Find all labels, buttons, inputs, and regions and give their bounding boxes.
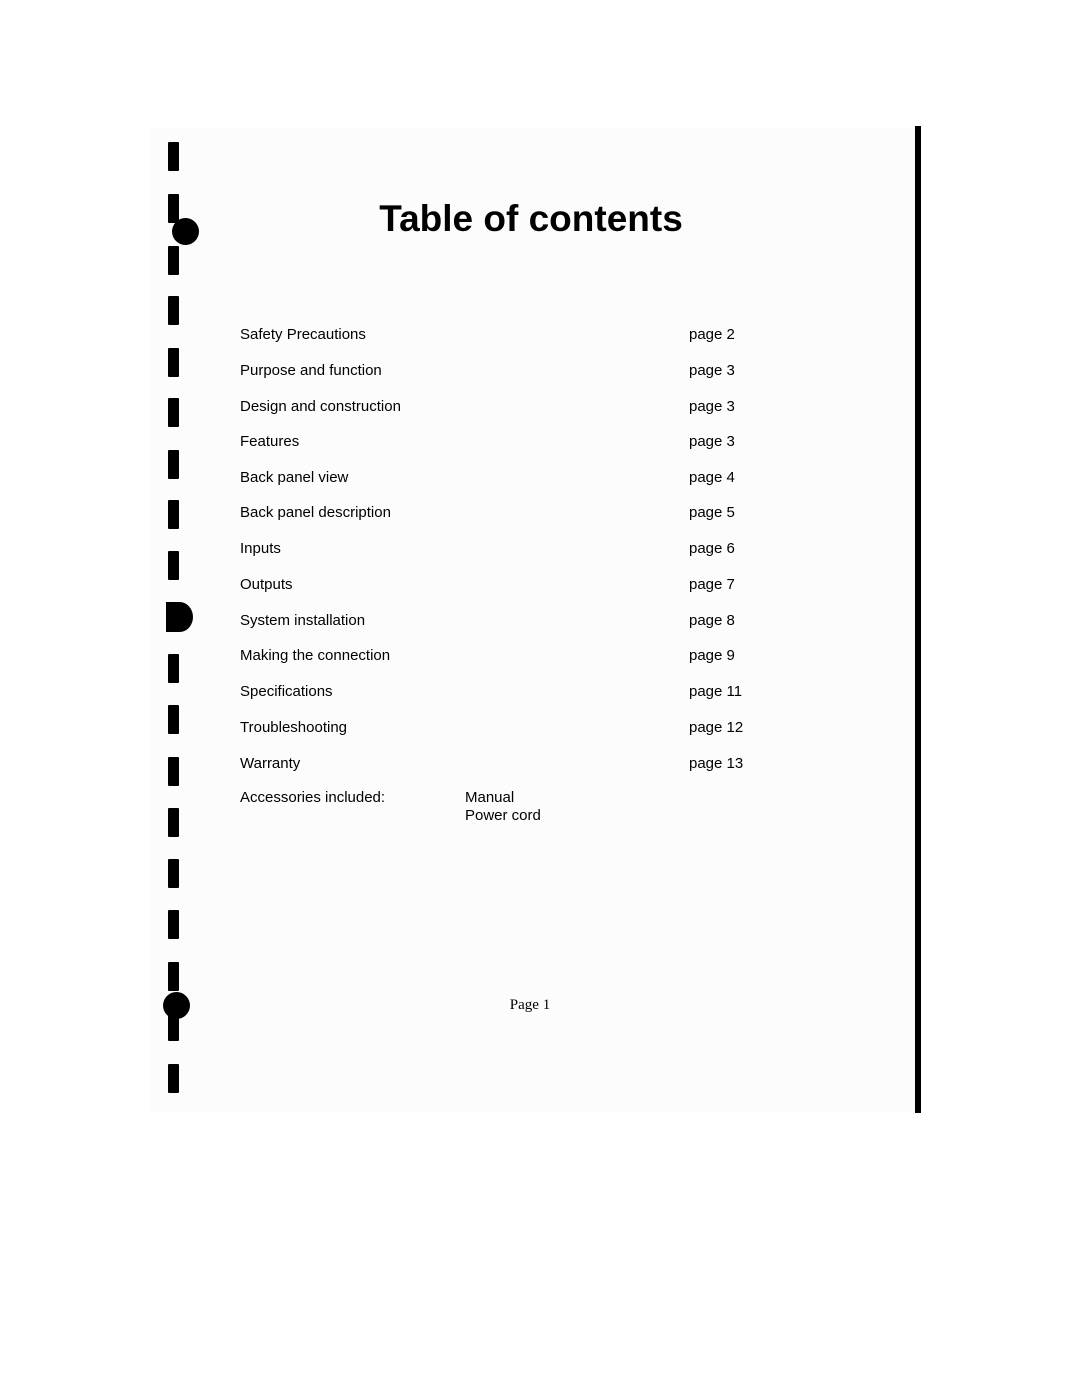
toc-entry xyxy=(240,574,760,596)
binding-hole xyxy=(168,348,179,377)
toc-entry xyxy=(240,538,760,560)
binding-ring xyxy=(166,602,193,632)
toc-entry-page: page 4 xyxy=(689,469,735,486)
toc-entry-label: Inputs xyxy=(240,540,281,557)
page-edge-rule xyxy=(915,126,921,1113)
binding-hole xyxy=(168,808,179,837)
toc-entry-page: page 6 xyxy=(689,540,735,557)
toc-entry xyxy=(240,324,760,346)
toc-entry xyxy=(240,681,760,703)
page-number: Page 1 xyxy=(509,997,551,1013)
binding-hole xyxy=(168,910,179,939)
toc-entry xyxy=(240,717,760,739)
toc-entry-label: Back panel description xyxy=(240,504,391,521)
toc-entry xyxy=(240,610,760,632)
binding-hole xyxy=(168,450,179,479)
toc-entry-label: Outputs xyxy=(240,576,293,593)
binding-hole xyxy=(168,296,179,325)
toc-entry xyxy=(240,645,760,667)
binding-hole xyxy=(168,962,179,991)
toc-entry-page: page 7 xyxy=(689,576,735,593)
toc-entry-label: Specifications xyxy=(240,683,333,700)
toc-entry-page: page 8 xyxy=(689,612,735,629)
binding-holes xyxy=(0,0,230,1397)
toc-entry-page: page 2 xyxy=(689,326,735,343)
toc-entry-page: page 12 xyxy=(689,719,744,736)
toc-entry-page: page 5 xyxy=(689,504,735,521)
toc-entry-page: page 3 xyxy=(689,398,735,415)
toc-entry-label: Warranty xyxy=(240,755,301,772)
binding-hole xyxy=(168,246,179,275)
binding-hole xyxy=(168,551,179,580)
accessory-item: Manual xyxy=(465,789,515,806)
toc-entry-page: page 13 xyxy=(689,755,744,772)
binding-hole xyxy=(168,1064,179,1093)
page-title: Table of contents xyxy=(379,198,683,239)
toc-entry-label: Troubleshooting xyxy=(240,719,348,736)
toc-entry-page: page 3 xyxy=(689,362,735,379)
toc-entry xyxy=(240,502,760,524)
binding-hole xyxy=(168,705,179,734)
binding-hole xyxy=(168,859,179,888)
toc-entry xyxy=(240,360,760,382)
binding-hole xyxy=(168,654,179,683)
toc-entry-page: page 9 xyxy=(689,647,735,664)
accessories-label: Accessories included: xyxy=(240,789,386,806)
toc-entry-label: Purpose and function xyxy=(240,362,382,379)
toc-entry xyxy=(240,467,760,489)
toc-entry xyxy=(240,431,760,453)
toc-entry-label: Safety Precautions xyxy=(240,326,366,343)
toc-entry-page: page 3 xyxy=(689,433,735,450)
toc-entry-label: Making the connection xyxy=(240,647,391,664)
binding-hole xyxy=(168,500,179,529)
binding-hole xyxy=(168,142,179,171)
toc-entry-page: page 11 xyxy=(689,683,743,700)
toc-entry-label: System installation xyxy=(240,612,366,629)
binding-ring xyxy=(172,218,199,245)
binding-hole xyxy=(168,1012,179,1041)
toc-entry xyxy=(240,753,760,775)
binding-hole xyxy=(168,757,179,786)
toc-entry-label: Design and construction xyxy=(240,398,401,415)
accessory-item: Power cord xyxy=(465,807,541,824)
accessories-list xyxy=(465,789,541,825)
toc-entry-label: Features xyxy=(240,433,300,450)
binding-hole xyxy=(168,398,179,427)
toc-entry xyxy=(240,396,760,418)
toc-entry-label: Back panel view xyxy=(240,469,349,486)
binding-hole xyxy=(168,194,179,223)
